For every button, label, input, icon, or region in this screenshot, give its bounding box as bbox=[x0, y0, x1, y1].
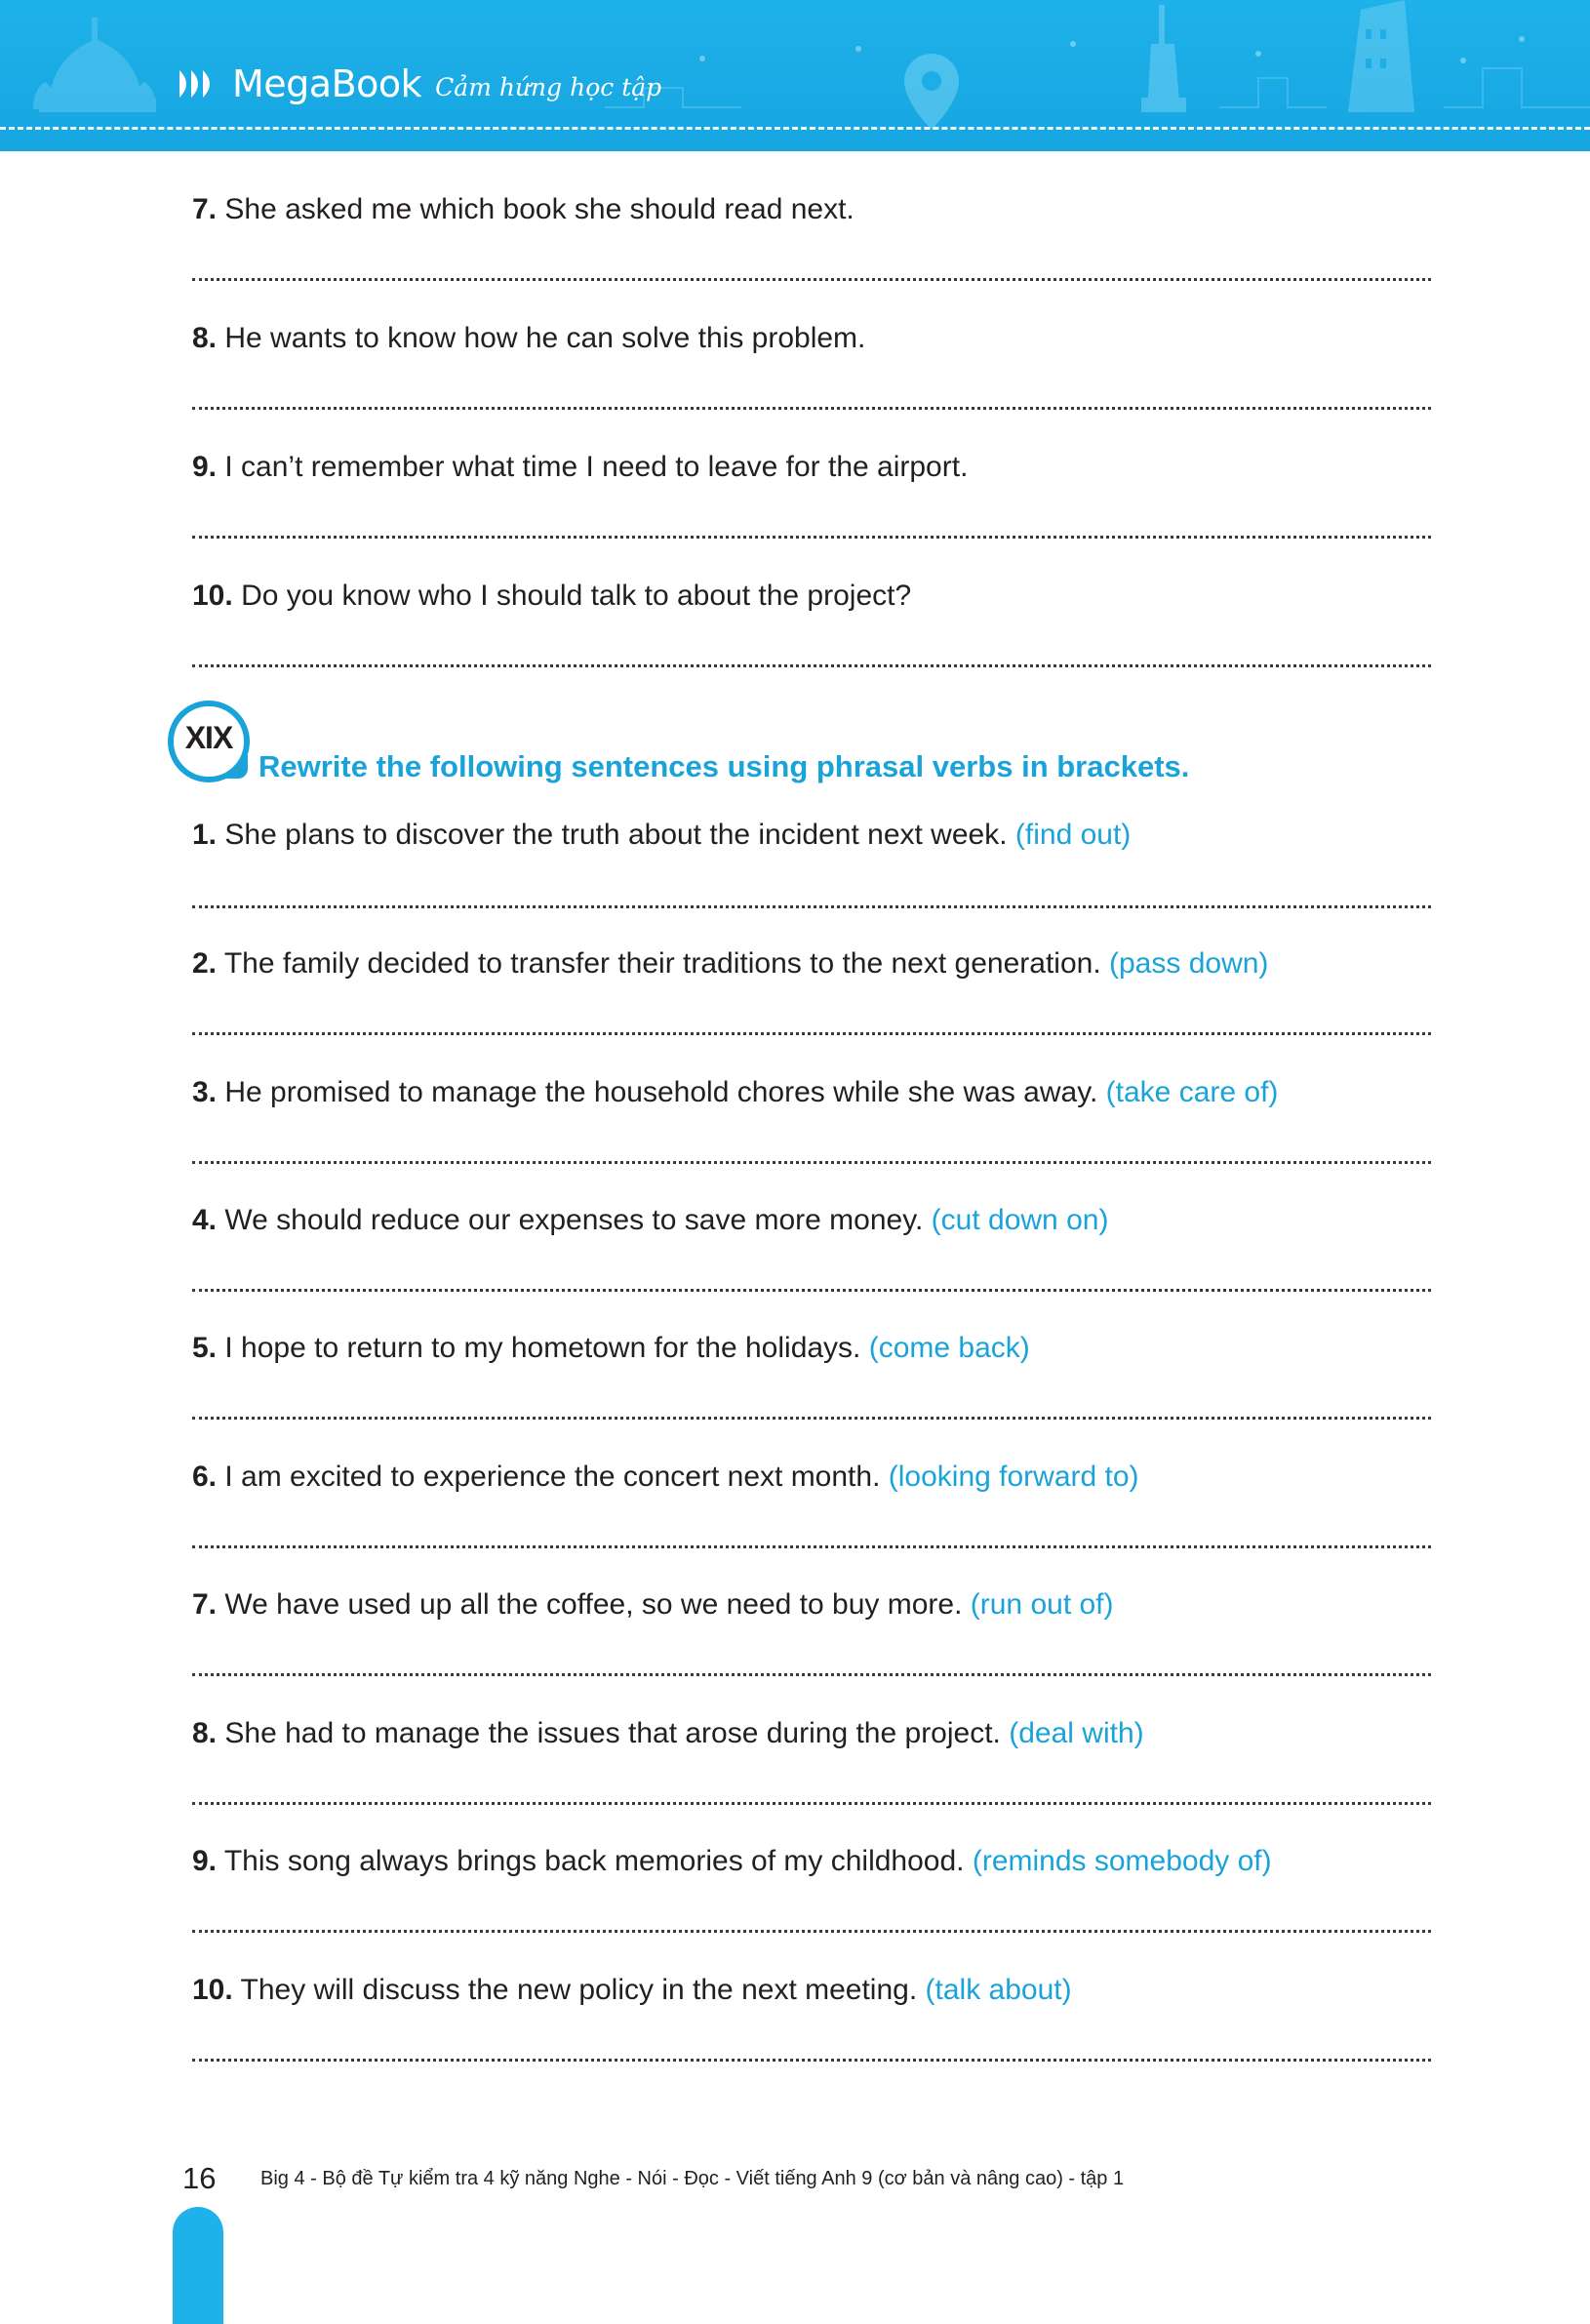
question-item bbox=[192, 1201, 1431, 1240]
page-header bbox=[0, 0, 1590, 151]
question-number: 5. bbox=[192, 1332, 218, 1364]
section-title: Rewrite the following sentences using phrasal verbs in brackets. bbox=[258, 749, 1190, 783]
question-number: 4. bbox=[192, 1204, 218, 1236]
question-item bbox=[192, 1714, 1431, 1753]
question-item bbox=[192, 1073, 1431, 1112]
question-item bbox=[192, 577, 1431, 616]
question-text: She asked me which book she should read next. bbox=[224, 193, 855, 225]
answer-line[interactable] bbox=[192, 664, 1431, 667]
question-text: The family decided to transfer their traditions to the next generation. bbox=[223, 947, 1101, 980]
page-number: 16 bbox=[182, 2161, 217, 2195]
question-number: 3. bbox=[192, 1076, 218, 1108]
answer-line[interactable] bbox=[192, 1417, 1431, 1420]
answer-line[interactable] bbox=[192, 1802, 1431, 1805]
question-hint: (pass down) bbox=[1109, 947, 1269, 980]
answer-line[interactable] bbox=[192, 1545, 1431, 1548]
question-item bbox=[192, 1458, 1431, 1497]
question-item bbox=[192, 1842, 1431, 1881]
question-number: 7. bbox=[192, 193, 218, 225]
question-number: 2. bbox=[192, 947, 218, 980]
question-item bbox=[192, 190, 1431, 229]
question-item bbox=[192, 944, 1431, 983]
question-item bbox=[192, 816, 1431, 855]
question-item bbox=[192, 1585, 1431, 1624]
question-hint: (run out of) bbox=[970, 1588, 1114, 1621]
answer-line[interactable] bbox=[192, 1161, 1431, 1164]
answer-line[interactable] bbox=[192, 278, 1431, 281]
question-item bbox=[192, 319, 1431, 358]
question-text: I can’t remember what time I need to leave for the airport. bbox=[224, 451, 969, 483]
question-hint: (talk about) bbox=[925, 1974, 1072, 2006]
answer-line[interactable] bbox=[192, 1032, 1431, 1035]
question-text: I hope to return to my hometown for the holidays. bbox=[224, 1332, 861, 1364]
section-number: XIX bbox=[184, 720, 233, 755]
question-text: He promised to manage the household chores while she was away. bbox=[224, 1076, 1098, 1108]
question-item bbox=[192, 448, 1431, 487]
question-hint: (deal with) bbox=[1009, 1717, 1144, 1749]
question-text: We should reduce our expenses to save more money. bbox=[224, 1204, 924, 1236]
question-number: 1. bbox=[192, 819, 218, 851]
question-item bbox=[192, 1971, 1431, 2010]
question-number: 10. bbox=[192, 1974, 233, 2006]
answer-line[interactable] bbox=[192, 407, 1431, 410]
question-hint: (find out) bbox=[1014, 819, 1132, 851]
question-number: 8. bbox=[192, 322, 218, 354]
question-number: 9. bbox=[192, 451, 218, 483]
section-badge bbox=[168, 701, 250, 782]
question-text: This song always brings back memories of my childhood. bbox=[223, 1845, 965, 1877]
question-text: Do you know who I should talk to about the project? bbox=[241, 580, 912, 612]
question-text: She had to manage the issues that arose during the project. bbox=[224, 1717, 1001, 1749]
question-text: I am excited to experience the concert next month. bbox=[224, 1461, 881, 1493]
answer-line[interactable] bbox=[192, 2059, 1431, 2062]
question-text: He wants to know how he can solve this problem. bbox=[224, 322, 866, 354]
footer-book-title: Big 4 - Bộ đề Tự kiểm tra 4 kỹ năng Nghe - Nói - Đọc - Viết tiếng Anh 9 (cơ bản và nâng cao) - tập 1 bbox=[260, 2168, 1125, 2189]
question-text: They will discuss the new policy in the next meeting. bbox=[240, 1974, 918, 2006]
header-dashed-line bbox=[0, 127, 1590, 130]
question-text: She plans to discover the truth about the incident next week. bbox=[224, 819, 1008, 851]
footer-tab bbox=[173, 2207, 223, 2324]
answer-line[interactable] bbox=[192, 1289, 1431, 1292]
question-hint: (cut down on) bbox=[931, 1204, 1109, 1236]
question-hint: (take care of) bbox=[1105, 1076, 1279, 1108]
answer-line[interactable] bbox=[192, 536, 1431, 539]
brand-logo bbox=[178, 57, 661, 111]
brand-name: MegaBook bbox=[232, 62, 422, 105]
brand-slogan: Cảm hứng học tập bbox=[435, 72, 662, 101]
question-number: 9. bbox=[192, 1845, 218, 1877]
question-hint: (come back) bbox=[868, 1332, 1030, 1364]
megabook-logo-icon bbox=[178, 68, 226, 100]
answer-line[interactable] bbox=[192, 905, 1431, 908]
answer-line[interactable] bbox=[192, 1930, 1431, 1933]
question-hint: (looking forward to) bbox=[888, 1461, 1139, 1493]
question-number: 8. bbox=[192, 1717, 218, 1749]
question-number: 10. bbox=[192, 580, 233, 612]
question-number: 6. bbox=[192, 1461, 218, 1493]
question-text: We have used up all the coffee, so we need to buy more. bbox=[224, 1588, 963, 1621]
question-hint: (reminds somebody of) bbox=[972, 1845, 1272, 1877]
question-number: 7. bbox=[192, 1588, 218, 1621]
answer-line[interactable] bbox=[192, 1673, 1431, 1676]
question-item bbox=[192, 1329, 1431, 1368]
